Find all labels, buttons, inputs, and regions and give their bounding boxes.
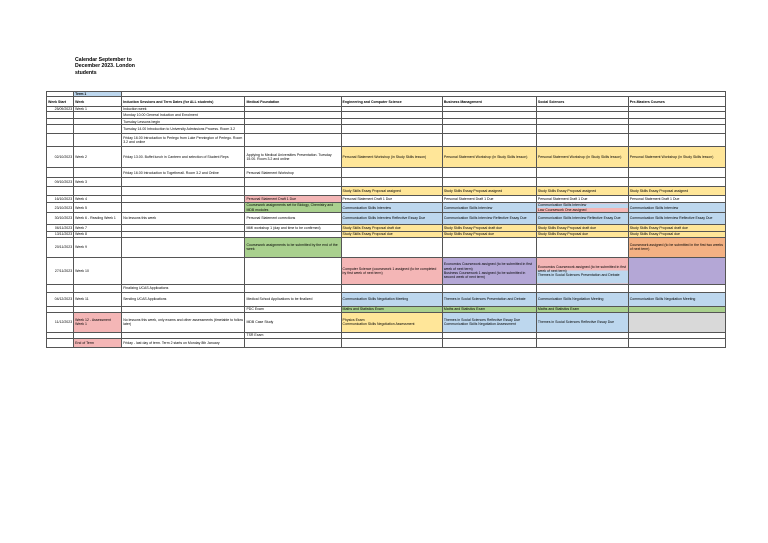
cell-week-start: 09/10/2023 <box>47 178 74 187</box>
table-row <box>47 203 726 212</box>
cell-medical-foundation: Applying to Medical Universities Presentation. Tuesday 15.00. Room 3.2 and online <box>245 147 341 168</box>
cell-pre-masters <box>628 168 725 178</box>
cell-week-start <box>47 187 74 196</box>
cell-week: Week 8 <box>74 231 122 237</box>
cell-pre-masters: Personal Statement Draft 1 Due <box>628 196 725 203</box>
cell-social-sciences <box>536 125 628 134</box>
cell-week-start: 25/09/2023 <box>47 107 74 112</box>
cell-medical-foundation <box>245 112 341 119</box>
cell-business <box>442 112 536 119</box>
cell-business: Maths and Statistics Exam <box>442 306 536 312</box>
cell-week <box>74 187 122 196</box>
cell-engineering: Study Skills Essay Proposal assigned <box>341 187 442 196</box>
cell-medical-foundation: MMI workshop 1 (day and time to be confirmed) <box>245 224 341 231</box>
table-row <box>47 112 726 119</box>
cell-week-start: 16/10/2023 <box>47 196 74 203</box>
cell-business <box>442 178 536 187</box>
cell-pre-masters <box>628 338 725 347</box>
cell-engineering: Maths and Statistics Exam <box>341 306 442 312</box>
cell-induction <box>122 237 245 257</box>
cell-induction: Tuesday Lessons begin <box>122 119 245 125</box>
cell-week: Week 3 <box>74 178 122 187</box>
cell-engineering <box>341 338 442 347</box>
cell-business: Communication Skills Interview Reflective Essay Due <box>442 212 536 224</box>
cell-week-start: 06/11/2023 <box>47 224 74 231</box>
cell-medical-foundation: Coursework assignments to be submitted by the end of the week <box>245 237 341 257</box>
document-title: Calendar September to December 2023. London students <box>75 57 135 76</box>
cell-social-sciences: Economics Coursework assigned (to be submitted in first week of next term) Themes in Social Sciences Presentation and Debate <box>536 257 628 284</box>
cell-engineering: Study Skills Essay Proposal due <box>341 231 442 237</box>
cell-social-sciences: Communication Skills Interview Reflective Essay Due <box>536 212 628 224</box>
cell-pre-masters: Study Skills Essay Proposal assigned <box>628 187 725 196</box>
cell-medical-foundation <box>245 125 341 134</box>
cell-week-start: 04/12/2023 <box>47 292 74 306</box>
cell-engineering: Computer Science (coursework 1 assigned (to be completed by first week of next term) <box>341 257 442 284</box>
header-week-start: Week Start <box>47 97 74 107</box>
cell-medical-foundation <box>245 338 341 347</box>
cell-pre-masters <box>628 284 725 292</box>
cell-engineering: Personal Statement Draft 1 Due <box>341 196 442 203</box>
cell-social-sciences: Maths and Statistics Exam <box>536 306 628 312</box>
cell-week: Week 10 <box>74 257 122 284</box>
cell-induction: Sending UCAS Applications <box>122 292 245 306</box>
table-row <box>47 292 726 306</box>
cell-social-sciences <box>536 112 628 119</box>
cell-week <box>74 284 122 292</box>
table-row <box>47 168 726 178</box>
cell-pre-masters <box>628 257 725 284</box>
cell-business: Economics Coursework assigned (to be submitted in first week of next term) Business Coursework 1 assigned (to be submitted in second week of next term) <box>442 257 536 284</box>
cell-week-start: 23/10/2023 <box>47 203 74 212</box>
cell-induction: Friday 13.00. Buffet lunch in Canteen and selection of Student Reps <box>122 147 245 168</box>
header-medical-foundation: Medical Foundation <box>245 97 341 107</box>
header-week: Week <box>74 97 122 107</box>
cell-induction <box>122 257 245 284</box>
cell-engineering <box>341 284 442 292</box>
cell-pre-masters <box>628 112 725 119</box>
cell-week: Week 4 <box>74 196 122 203</box>
cell-week: Week 12 - Assessment Week 1 <box>74 312 122 332</box>
cell-business <box>442 284 536 292</box>
cell-week-start: 02/10/2023 <box>47 147 74 168</box>
cell-engineering: Communication Skills Negotiation Meeting <box>341 292 442 306</box>
table-row <box>47 147 726 168</box>
cell-engineering <box>341 178 442 187</box>
cell-week-start: 11/12/2023 <box>47 312 74 332</box>
header-social-sciences: Social Sciences <box>536 97 628 107</box>
cell-social-sciences: Personal Statement Workshop (in Study Skills lesson) <box>536 147 628 168</box>
cell-induction: No lessons this week <box>122 212 245 224</box>
cell-induction: Friday - last day of term. Term 2 starts on Monday 8th January <box>122 338 245 347</box>
header-row <box>47 97 726 107</box>
cell-medical-foundation: Personal Statement corrections <box>245 212 341 224</box>
cell-medical-foundation <box>245 178 341 187</box>
cell-induction: Induction week <box>122 107 245 112</box>
cell-week <box>74 112 122 119</box>
cell-engineering: Physics Exam Communication Skills Negotiation Assessment <box>341 312 442 332</box>
cell-pre-masters: Communication Skills Negotiation Meeting <box>628 292 725 306</box>
cell-business: Study Skills Essay Proposal draft due <box>442 224 536 231</box>
cell-week-start <box>47 112 74 119</box>
table-row <box>47 237 726 257</box>
calendar-table <box>46 91 726 348</box>
cell-pre-masters: Study Skills Essay Proposal draft due <box>628 224 725 231</box>
cell-week: Week 11 <box>74 292 122 306</box>
cell-medical-foundation <box>245 284 341 292</box>
cell-induction <box>122 187 245 196</box>
header-pre-masters: Pre-Masters Courses <box>628 97 725 107</box>
cell-business: Themes in Social Sciences Reflective Essay Due Communication Skills Negotiation Assessment <box>442 312 536 332</box>
cell-business: Personal Statement Draft 1 Due <box>442 196 536 203</box>
cell-business <box>442 338 536 347</box>
cell-engineering <box>341 125 442 134</box>
cell-pre-masters: Study Skills Essay Proposal due <box>628 231 725 237</box>
cell-induction <box>122 203 245 212</box>
cell-week: Week 5 <box>74 203 122 212</box>
table-row <box>47 134 726 147</box>
cell-social-sciences: Study Skills Essay Proposal draft due <box>536 224 628 231</box>
table-row <box>47 224 726 231</box>
cell-medical-foundation: MDB Case Study <box>245 312 341 332</box>
cell-pre-masters: Communication Skills Interview Reflective Essay Due <box>628 212 725 224</box>
cell-social-sciences <box>536 284 628 292</box>
cell-medical-foundation <box>245 257 341 284</box>
cell-induction: Finalizing UCAS Applications <box>122 284 245 292</box>
cell-induction: Friday 16.00 Introduction to Perlego from Luke Pennington of Perlego. Room 3.2 and online <box>122 134 245 147</box>
cell-induction: No lessons this week, only exams and other assessments (timetable to follow later) <box>122 312 245 332</box>
cell-social-sciences <box>536 178 628 187</box>
cell-medical-foundation: TSR Exam <box>245 332 341 338</box>
cell-medical-foundation: Personal Statement Workshop <box>245 168 341 178</box>
cell-pre-masters: Communication Skills Interview <box>628 203 725 212</box>
cell-social-sciences: Study Skills Essay Proposal due <box>536 231 628 237</box>
header-business: Business Management <box>442 97 536 107</box>
cell-pre-masters <box>628 178 725 187</box>
cell-business <box>442 168 536 178</box>
cell-business: Study Skills Essay Proposal assigned <box>442 187 536 196</box>
cell-week-start: 27/11/2023 <box>47 257 74 284</box>
cell-week: Week 7 <box>74 224 122 231</box>
table-row <box>47 212 726 224</box>
cell-social-sciences: Personal Statement Draft 1 Due <box>536 196 628 203</box>
calendar-body <box>47 107 726 348</box>
cell-pre-masters <box>628 134 725 147</box>
cell-week-start <box>47 338 74 347</box>
cell-medical-foundation: Personal Statement Draft 1 Due <box>245 196 341 203</box>
cell-week: End of Term <box>74 338 122 347</box>
table-row <box>47 284 726 292</box>
header-engineering: Engineering and Computer Science <box>341 97 442 107</box>
cell-week: Week 6 - Reading Week 1 <box>74 212 122 224</box>
cell-induction <box>122 224 245 231</box>
cell-business: Study Skills Essay Proposal due <box>442 231 536 237</box>
cell-engineering: Communication Skills Interview Reflective Essay Due <box>341 212 442 224</box>
cell-pre-masters <box>628 125 725 134</box>
cell-engineering: Study Skills Essay Proposal draft due <box>341 224 442 231</box>
cell-medical-foundation <box>245 187 341 196</box>
cell-week-start <box>47 125 74 134</box>
cell-engineering <box>341 237 442 257</box>
cell-social-sciences: Study Skills Essay Proposal assigned <box>536 187 628 196</box>
cell-week-start: 13/11/2023 <box>47 231 74 237</box>
cell-social-sciences: Communication Skills Negotiation Meeting <box>536 292 628 306</box>
cell-business: Themes in Social Sciences Presentation and Debate <box>442 292 536 306</box>
cell-induction <box>122 178 245 187</box>
cell-week <box>74 168 122 178</box>
cell-induction: Tuesday 14.00 Introduction to University Admissions Process. Room 3.2 <box>122 125 245 134</box>
table-row <box>47 187 726 196</box>
cell-week-start <box>47 284 74 292</box>
cell-social-sciences <box>536 237 628 257</box>
cell-week <box>74 134 122 147</box>
cell-week-start: 20/11/2023 <box>47 237 74 257</box>
cell-pre-masters: Coursework assigned (to be submitted in the first two weeks of next term) <box>628 237 725 257</box>
cell-induction <box>122 196 245 203</box>
table-row <box>47 125 726 134</box>
cell-social-sciences: Communication Skills Interview Law Coursework One assigned <box>536 203 628 212</box>
cell-social-sciences: Themes in Social Sciences Reflective Essay Due <box>536 312 628 332</box>
table-row <box>47 178 726 187</box>
cell-week-start <box>47 168 74 178</box>
cell-week-start: 30/10/2023 <box>47 212 74 224</box>
cell-medical-foundation <box>245 134 341 147</box>
cell-engineering <box>341 168 442 178</box>
cell-medical-foundation: Coursework assignments set for Biology, Chemistry and MDB modules <box>245 203 341 212</box>
cell-pre-masters <box>628 312 725 332</box>
cell-week <box>74 125 122 134</box>
cell-induction: Friday 16.00 Introduction to Togetherall. Room 3.2 and Online <box>122 168 245 178</box>
cell-engineering: Communication Skills Interview <box>341 203 442 212</box>
cell-business <box>442 125 536 134</box>
cell-business: Personal Statement Workshop (in Study Skills lesson) <box>442 147 536 168</box>
table-row <box>47 312 726 332</box>
cell-social-sciences <box>536 134 628 147</box>
cell-engineering: Personal Statement Workshop (in Study Skills lesson) <box>341 147 442 168</box>
cell-week-start <box>47 134 74 147</box>
table-row <box>47 338 726 347</box>
cell-business: Communication Skills Interview <box>442 203 536 212</box>
cell-engineering <box>341 112 442 119</box>
header-induction: Induction Sessions and Term Dates (for ALL students) <box>122 97 245 107</box>
cell-induction: Monday 10.00 General Induction and Enrolment <box>122 112 245 119</box>
cell-week: Week 1 <box>74 107 122 112</box>
table-row <box>47 196 726 203</box>
cell-social-sciences <box>536 168 628 178</box>
cell-week: Week 9 <box>74 237 122 257</box>
cell-medical-foundation: Medical School Applications to be finalized <box>245 292 341 306</box>
cell-business <box>442 237 536 257</box>
cell-pre-masters: Personal Statement Workshop (in Study Skills lesson) <box>628 147 725 168</box>
cell-social-sciences <box>536 338 628 347</box>
cell-week: Week 2 <box>74 147 122 168</box>
cell-engineering <box>341 134 442 147</box>
table-row <box>47 257 726 284</box>
term-label: Term 1 <box>74 92 122 97</box>
cell-medical-foundation: PDC Exam <box>245 306 341 312</box>
cell-business <box>442 134 536 147</box>
